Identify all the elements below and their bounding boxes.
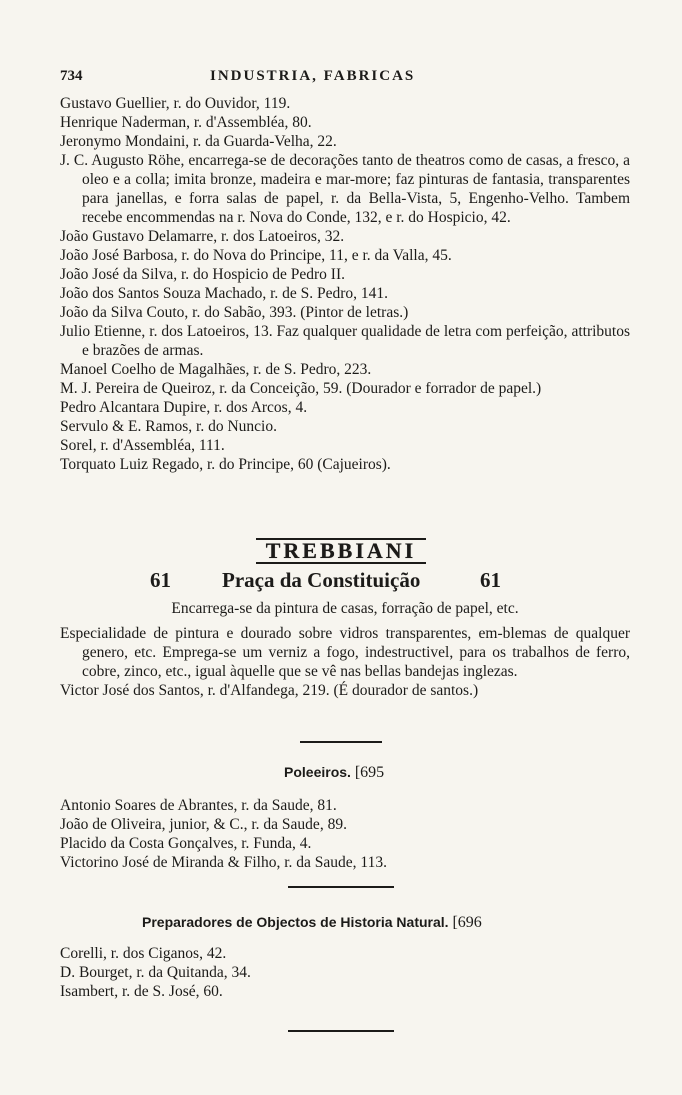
list-item: D. Bourget, r. da Quitanda, 34.: [60, 964, 251, 981]
list-item: Sorel, r. d'Assembléa, 111.: [60, 437, 225, 454]
list-item: Victorino José de Miranda & Filho, r. da Saude, 113.: [60, 854, 387, 871]
advert-tagline: Encarrega-se da pintura de casas, forração de papel, etc.: [171, 600, 519, 617]
entries-list-preparadores: [60, 944, 630, 1001]
section-divider: [288, 1030, 394, 1032]
section-code: [696: [452, 914, 482, 931]
list-item: João José Barbosa, r. do Nova do Principe, 11, e r. da Valla, 45.: [60, 247, 452, 264]
advert-paragraph: Especialidade de pintura e dourado sobre vidros transparentes, em-blemas de qualquer genero, etc. Emprega-se um verniz a fogo, indestructivel, para os trabalhos de ferro, cobre, zinco, etc., igual àquelle que se vê nas bellas bandejas inglezas.: [60, 625, 630, 680]
section-title: Preparadores de Objectos de Historia Natural.: [142, 914, 449, 930]
advert-body: [60, 624, 630, 700]
list-item: Gustavo Guellier, r. do Ouvidor, 119.: [60, 95, 291, 112]
list-item: Victor José dos Santos, r. d'Alfandega, 219. (É dourador de santos.): [60, 682, 479, 699]
list-item: Henrique Naderman, r. d'Assembléa, 80.: [60, 114, 312, 131]
list-item: Jeronymo Mondaini, r. da Guarda-Velha, 22.: [60, 133, 337, 150]
section-code: [695: [354, 764, 385, 781]
section-heading-preparadores: [142, 914, 482, 932]
list-item: Isambert, r. de S. José, 60.: [60, 983, 223, 1000]
page-title: INDUSTRIA, FABRICAS: [210, 68, 416, 84]
entries-list-poleeiros: [60, 796, 630, 872]
list-item: Antonio Soares de Abrantes, r. da Saude, 81.: [60, 797, 337, 814]
list-item: João Gustavo Delamarre, r. dos Latoeiros, 32.: [60, 228, 345, 245]
advert-name: TREBBIANI: [256, 538, 426, 564]
section-divider: [288, 886, 394, 888]
list-item: João da Silva Couto, r. do Sabão, 393. (Pintor de letras.): [60, 304, 409, 321]
list-item: Manoel Coelho de Magalhães, r. de S. Pedro, 223.: [60, 361, 372, 378]
page-number: 734: [60, 68, 83, 84]
advert-number-left: 61: [150, 568, 171, 592]
page-header: [60, 68, 620, 90]
section-title: Poleeiros.: [284, 764, 351, 780]
entries-list-top: [60, 94, 630, 474]
list-item: João José da Silva, r. do Hospicio de Pedro II.: [60, 266, 345, 283]
advert-number-right: 61: [480, 568, 501, 592]
list-item: João dos Santos Souza Machado, r. de S. Pedro, 141.: [60, 285, 389, 302]
advert-address: Praça da Constituição: [222, 568, 421, 592]
list-item: Corelli, r. dos Ciganos, 42.: [60, 945, 227, 962]
advert-address-line: [0, 568, 682, 596]
advert-banner: [0, 538, 682, 564]
list-item: Torquato Luiz Regado, r. do Principe, 60 (Cajueiros).: [60, 456, 391, 473]
section-heading-poleeiros: [284, 764, 384, 782]
list-item: J. C. Augusto Röhe, encarrega-se de decorações tanto de theatros como de casas, a fresco, a oleo e a colla; imita bronze, madeira e mar-more; faz pinturas de fantasia, transparentes para janellas, e forra salas de papel, r. da Bella-Vista, 5, Engenho-Velho. Tambem recebe encommendas na r. Nova do Conde, 132, e r. do Hospicio, 42.: [60, 152, 630, 226]
list-item: João de Oliveira, junior, & C., r. da Saude, 89.: [60, 816, 347, 833]
section-divider: [300, 741, 382, 743]
list-item: M. J. Pereira de Queiroz, r. da Conceição, 59. (Dourador e forrador de papel.): [60, 380, 542, 397]
list-item: Servulo & E. Ramos, r. do Nuncio.: [60, 418, 277, 435]
list-item: Julio Etienne, r. dos Latoeiros, 13. Faz qualquer qualidade de letra com perfeição, attributos e brazões de armas.: [60, 323, 630, 359]
list-item: Pedro Alcantara Dupire, r. dos Arcos, 4.: [60, 399, 308, 416]
list-item: Placido da Costa Gonçalves, r. Funda, 4.: [60, 835, 312, 852]
